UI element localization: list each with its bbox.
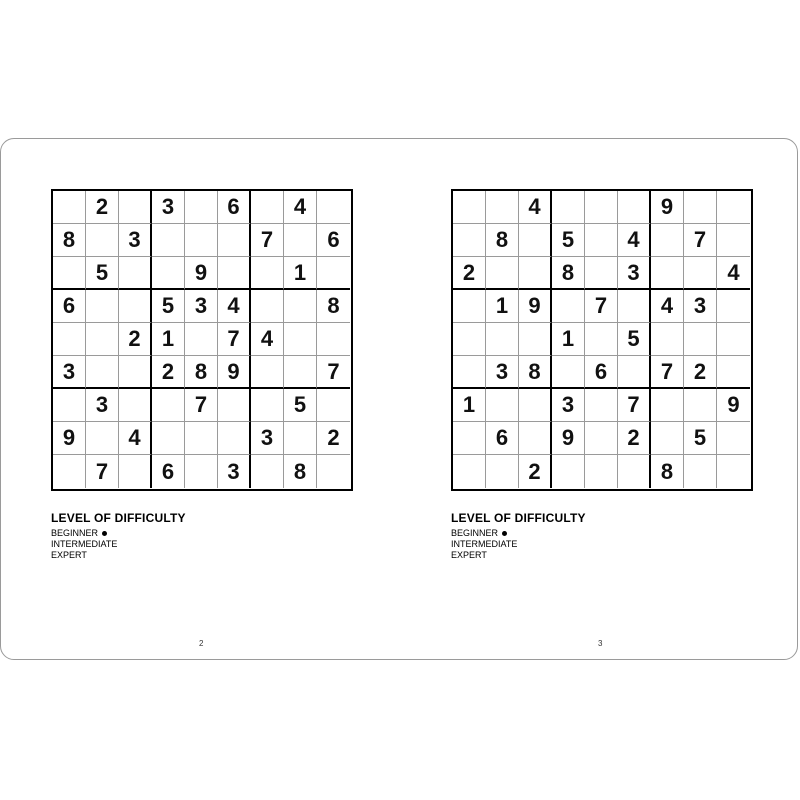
difficulty-level-expert: [51, 550, 186, 561]
sudoku-cell[interactable]: [552, 191, 585, 224]
sudoku-cell[interactable]: 7: [317, 356, 350, 389]
sudoku-cell[interactable]: [684, 455, 717, 488]
sudoku-cell[interactable]: [86, 224, 119, 257]
sudoku-cell[interactable]: 5: [552, 224, 585, 257]
sudoku-cell[interactable]: [185, 224, 218, 257]
sudoku-cell[interactable]: [453, 224, 486, 257]
page-number: 2: [199, 639, 204, 648]
sudoku-cell[interactable]: [86, 290, 119, 323]
sudoku-cell[interactable]: [119, 455, 152, 488]
sudoku-cell[interactable]: [486, 455, 519, 488]
sudoku-cell[interactable]: 1: [552, 323, 585, 356]
sudoku-cell[interactable]: [185, 191, 218, 224]
sudoku-cell[interactable]: [152, 224, 185, 257]
sudoku-cell[interactable]: [119, 389, 152, 422]
sudoku-cell[interactable]: 5: [684, 422, 717, 455]
sudoku-cell[interactable]: [317, 323, 350, 356]
sudoku-cell[interactable]: [651, 257, 684, 290]
difficulty-level-expert: [451, 550, 586, 561]
sudoku-cell[interactable]: [119, 257, 152, 290]
sudoku-cell[interactable]: 3: [618, 257, 651, 290]
sudoku-cell[interactable]: 4: [651, 290, 684, 323]
sudoku-cell[interactable]: [317, 455, 350, 488]
sudoku-cell[interactable]: 6: [585, 356, 618, 389]
sudoku-cell[interactable]: [585, 455, 618, 488]
sudoku-cell[interactable]: [53, 191, 86, 224]
sudoku-cell[interactable]: [717, 224, 750, 257]
sudoku-cell[interactable]: [86, 323, 119, 356]
sudoku-cell[interactable]: [519, 257, 552, 290]
sudoku-cell[interactable]: 5: [618, 323, 651, 356]
sudoku-cell[interactable]: [86, 422, 119, 455]
sudoku-cell[interactable]: 9: [552, 422, 585, 455]
sudoku-cell[interactable]: 2: [618, 422, 651, 455]
sudoku-cell[interactable]: [152, 389, 185, 422]
sudoku-cell[interactable]: [284, 290, 317, 323]
sudoku-cell[interactable]: [651, 422, 684, 455]
sudoku-cell[interactable]: [218, 389, 251, 422]
sudoku-cell[interactable]: [717, 422, 750, 455]
sudoku-cell[interactable]: 7: [585, 290, 618, 323]
sudoku-cell[interactable]: 3: [86, 389, 119, 422]
sudoku-cell[interactable]: [585, 323, 618, 356]
sudoku-cell[interactable]: [86, 356, 119, 389]
sudoku-cell[interactable]: 7: [251, 224, 284, 257]
sudoku-cell[interactable]: [552, 290, 585, 323]
sudoku-cell[interactable]: [119, 290, 152, 323]
sudoku-cell[interactable]: [218, 257, 251, 290]
sudoku-cell[interactable]: 8: [552, 257, 585, 290]
sudoku-cell[interactable]: [119, 191, 152, 224]
sudoku-cell[interactable]: 5: [284, 389, 317, 422]
sudoku-cell[interactable]: [251, 389, 284, 422]
sudoku-cell[interactable]: [251, 356, 284, 389]
sudoku-cell[interactable]: [486, 191, 519, 224]
sudoku-cell[interactable]: 4: [717, 257, 750, 290]
difficulty-level-label: EXPERT: [51, 550, 87, 560]
sudoku-cell[interactable]: [519, 422, 552, 455]
sudoku-cell[interactable]: 8: [519, 356, 552, 389]
sudoku-cell[interactable]: 2: [453, 257, 486, 290]
sudoku-cell[interactable]: [218, 224, 251, 257]
sudoku-cell[interactable]: [284, 356, 317, 389]
sudoku-cell[interactable]: 3: [119, 224, 152, 257]
difficulty-level-label: BEGINNER: [51, 528, 99, 538]
sudoku-cell[interactable]: [618, 455, 651, 488]
sudoku-cell[interactable]: [585, 389, 618, 422]
sudoku-cell[interactable]: 4: [218, 290, 251, 323]
sudoku-cell[interactable]: [317, 389, 350, 422]
sudoku-cell[interactable]: 3: [152, 191, 185, 224]
sudoku-cell[interactable]: [717, 455, 750, 488]
sudoku-cell[interactable]: [519, 323, 552, 356]
sudoku-cell[interactable]: [251, 455, 284, 488]
difficulty-level-beginner: [51, 528, 186, 539]
sudoku-cell[interactable]: [284, 422, 317, 455]
sudoku-cell[interactable]: [519, 389, 552, 422]
sudoku-cell[interactable]: [486, 389, 519, 422]
sudoku-cell[interactable]: [218, 422, 251, 455]
sudoku-cell[interactable]: [486, 323, 519, 356]
sudoku-cell[interactable]: 6: [486, 422, 519, 455]
sudoku-cell[interactable]: [453, 191, 486, 224]
sudoku-grid: [51, 189, 353, 491]
sudoku-cell[interactable]: 5: [152, 290, 185, 323]
sudoku-cell[interactable]: [317, 257, 350, 290]
sudoku-cell[interactable]: [185, 455, 218, 488]
sudoku-cell[interactable]: 6: [152, 455, 185, 488]
sudoku-cell[interactable]: 1: [152, 323, 185, 356]
sudoku-cell[interactable]: [618, 356, 651, 389]
book-spread: [0, 138, 798, 660]
sudoku-cell[interactable]: 2: [317, 422, 350, 455]
sudoku-cell[interactable]: [651, 224, 684, 257]
sudoku-cell[interactable]: 9: [185, 257, 218, 290]
sudoku-cell[interactable]: [585, 191, 618, 224]
difficulty-panel: [451, 511, 586, 561]
difficulty-level-label: EXPERT: [451, 550, 487, 560]
sudoku-cell[interactable]: 4: [251, 323, 284, 356]
sudoku-cell[interactable]: [152, 257, 185, 290]
sudoku-cell[interactable]: [684, 257, 717, 290]
sudoku-cell[interactable]: [53, 257, 86, 290]
sudoku-cell[interactable]: [618, 191, 651, 224]
difficulty-title: LEVEL OF DIFFICULTY: [51, 511, 186, 525]
sudoku-cell[interactable]: 3: [185, 290, 218, 323]
sudoku-cell[interactable]: [717, 323, 750, 356]
sudoku-cell[interactable]: [185, 323, 218, 356]
sudoku-cell[interactable]: 9: [53, 422, 86, 455]
sudoku-cell[interactable]: [284, 323, 317, 356]
difficulty-level-label: BEGINNER: [451, 528, 499, 538]
sudoku-cell[interactable]: 3: [684, 290, 717, 323]
sudoku-cell[interactable]: 7: [185, 389, 218, 422]
sudoku-cell[interactable]: [453, 422, 486, 455]
sudoku-cell[interactable]: [585, 257, 618, 290]
sudoku-cell[interactable]: 8: [284, 455, 317, 488]
sudoku-cell[interactable]: [152, 422, 185, 455]
sudoku-cell[interactable]: 3: [486, 356, 519, 389]
sudoku-cell[interactable]: 8: [185, 356, 218, 389]
sudoku-cell[interactable]: [486, 257, 519, 290]
sudoku-cell[interactable]: [717, 356, 750, 389]
sudoku-cell[interactable]: 6: [218, 191, 251, 224]
difficulty-panel: [51, 511, 186, 561]
sudoku-cell[interactable]: 9: [651, 191, 684, 224]
sudoku-cell[interactable]: [453, 455, 486, 488]
sudoku-cell[interactable]: 7: [86, 455, 119, 488]
sudoku-cell[interactable]: [453, 323, 486, 356]
sudoku-cell[interactable]: 7: [218, 323, 251, 356]
difficulty-level-intermediate: [451, 539, 586, 550]
sudoku-cell[interactable]: [317, 191, 350, 224]
sudoku-cell[interactable]: [684, 323, 717, 356]
difficulty-title: LEVEL OF DIFFICULTY: [451, 511, 586, 525]
sudoku-grid: [451, 189, 753, 491]
sudoku-cell[interactable]: 9: [218, 356, 251, 389]
sudoku-cell[interactable]: 8: [651, 455, 684, 488]
sudoku-cell[interactable]: 3: [53, 356, 86, 389]
difficulty-level-beginner: [451, 528, 586, 539]
sudoku-cell[interactable]: [284, 224, 317, 257]
sudoku-cell[interactable]: 9: [717, 389, 750, 422]
sudoku-cell[interactable]: 9: [519, 290, 552, 323]
sudoku-cell[interactable]: [684, 389, 717, 422]
sudoku-cell[interactable]: 5: [86, 257, 119, 290]
sudoku-cell[interactable]: [585, 224, 618, 257]
sudoku-cell[interactable]: [552, 356, 585, 389]
sudoku-cell[interactable]: 4: [519, 191, 552, 224]
difficulty-level-intermediate: [51, 539, 186, 550]
sudoku-cell[interactable]: [519, 224, 552, 257]
sudoku-cell[interactable]: [53, 389, 86, 422]
sudoku-cell[interactable]: 2: [119, 323, 152, 356]
page-left: [1, 139, 401, 661]
sudoku-cell[interactable]: 3: [552, 389, 585, 422]
sudoku-cell[interactable]: [185, 422, 218, 455]
sudoku-cell[interactable]: 3: [218, 455, 251, 488]
sudoku-cell[interactable]: [651, 389, 684, 422]
page-number: 3: [598, 639, 603, 648]
sudoku-cell[interactable]: [251, 257, 284, 290]
sudoku-cell[interactable]: [53, 455, 86, 488]
sudoku-cell[interactable]: 2: [519, 455, 552, 488]
sudoku-cell[interactable]: 2: [684, 356, 717, 389]
sudoku-cell[interactable]: 6: [317, 224, 350, 257]
sudoku-cell[interactable]: 4: [119, 422, 152, 455]
sudoku-cell[interactable]: 7: [684, 224, 717, 257]
sudoku-cell[interactable]: 2: [86, 191, 119, 224]
sudoku-cell[interactable]: 3: [251, 422, 284, 455]
sudoku-cell[interactable]: [651, 323, 684, 356]
sudoku-cell[interactable]: [552, 455, 585, 488]
sudoku-cell[interactable]: 1: [453, 389, 486, 422]
sudoku-cell[interactable]: [251, 191, 284, 224]
sudoku-cell[interactable]: [453, 356, 486, 389]
sudoku-cell[interactable]: [684, 191, 717, 224]
sudoku-cell[interactable]: [618, 290, 651, 323]
sudoku-cell[interactable]: [717, 191, 750, 224]
sudoku-cell[interactable]: [251, 290, 284, 323]
difficulty-level-label: INTERMEDIATE: [51, 539, 118, 549]
sudoku-cell[interactable]: [119, 356, 152, 389]
sudoku-cell[interactable]: [53, 323, 86, 356]
sudoku-cell[interactable]: [453, 290, 486, 323]
sudoku-cell[interactable]: [717, 290, 750, 323]
selected-dot-icon: [502, 531, 507, 536]
sudoku-cell[interactable]: [585, 422, 618, 455]
sudoku-cell[interactable]: 1: [284, 257, 317, 290]
sudoku-cell[interactable]: 8: [317, 290, 350, 323]
page-right: [401, 139, 800, 661]
sudoku-cell[interactable]: 4: [284, 191, 317, 224]
sudoku-cell[interactable]: 1: [486, 290, 519, 323]
sudoku-cell[interactable]: 7: [618, 389, 651, 422]
sudoku-cell[interactable]: 4: [618, 224, 651, 257]
sudoku-cell[interactable]: 7: [651, 356, 684, 389]
sudoku-cell[interactable]: 8: [53, 224, 86, 257]
sudoku-cell[interactable]: 6: [53, 290, 86, 323]
selected-dot-icon: [102, 531, 107, 536]
sudoku-cell[interactable]: 8: [486, 224, 519, 257]
sudoku-cell[interactable]: 2: [152, 356, 185, 389]
difficulty-level-label: INTERMEDIATE: [451, 539, 518, 549]
